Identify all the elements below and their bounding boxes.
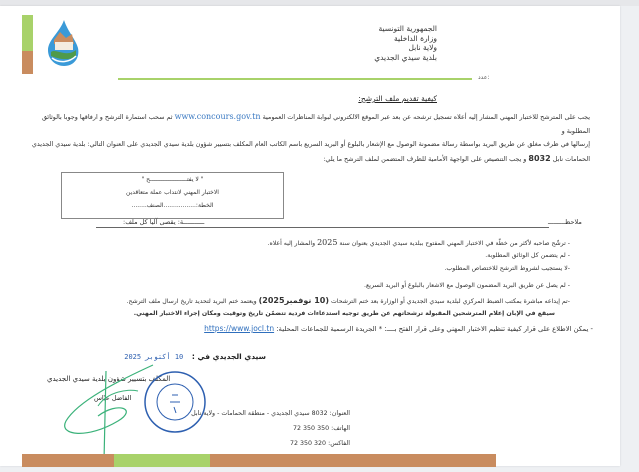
letterhead: [374, 24, 437, 62]
letterhead-line: وزارة الداخلية: [393, 33, 437, 43]
notification-text: سيقع في الإبان إعلام المترشحين المقبولة ترشحاتهم عن طريق توجيه استدعاءات فردية تتضمّن تاريخ وتوقيت ومكان إجراء الاختبار المهني.: [133, 310, 555, 317]
postal-code: 8032: [528, 153, 551, 163]
note-underline: [96, 227, 549, 228]
envelope-label-box: [61, 172, 284, 219]
note-subtitle: ـــــــــــة: يقصى آليا كل ملف:: [123, 218, 205, 226]
reference-number: عدد:: [478, 74, 490, 81]
intro-text: ثم سحب استمارة الترشح و ارفاقها وجوبا بالوثائق المطلوبة و: [41, 113, 590, 135]
rejection-item: - لم يصل عن طريق البريد المضمون الوصول مع الاشعار بالبلوغ أو البريد السريع.: [364, 282, 570, 289]
jocl-text: - يمكن الاطلاع على قرار كيفية تنظيم الاختبار المهني وعلى قرار الفتح بــــ: * الجريدة الرسمية للجماعات المحلية:: [276, 325, 593, 333]
letterhead-line: الجمهورية التونسية: [378, 24, 437, 33]
envelope-line: " لا يفتـــــــــــــــــــــح ": [141, 176, 204, 183]
intro-text: يجب على المترشح للاختبار المهني المشار إليه أعلاه تسجيل ترشحه عن بعد عبر الموقع الالكتروني لبوابة المناظرات العمومية: [262, 113, 590, 121]
deadline-item: [127, 296, 571, 305]
place-label: سيدي الجديدي في :: [191, 352, 266, 361]
green-stripe: [22, 15, 33, 51]
year: 2025: [317, 238, 338, 247]
intro-paragraph: [18, 110, 590, 166]
intro-line-1: [18, 110, 590, 138]
jocl-info: [204, 324, 593, 333]
letterhead-line: بلدية سيدي الجديدي: [374, 52, 437, 62]
rejection-text: - ترشّح صاحبه لأكثر من خطّة في الاختبار المهني المفتوح ببلدية سيدي الجديدي بعنوان سنة: [339, 240, 570, 247]
brown-stripe: [210, 454, 496, 467]
handwritten-signature-icon: [58, 361, 168, 466]
intro-text: و يجب التنصيص على الواجهة الأمامية للظرف المتضمن لملف الترشح ما يلي:: [323, 154, 527, 163]
document-page: [0, 6, 620, 466]
deadline-date: (10 نوفمبر2025): [258, 296, 330, 305]
envelope-line: الخطة:.................الصنف........: [131, 202, 214, 209]
section-title: كيفية تقديم ملف الترشح:: [358, 94, 437, 103]
rejection-item: - لم يتضمن كل الوثائق المطلوبة.: [485, 252, 570, 259]
municipality-logo-icon: [42, 18, 82, 70]
signature-date-line: [124, 352, 266, 361]
footer-fax: الفاكس: 320 350 72: [289, 440, 350, 447]
green-stripe: [114, 454, 210, 467]
intro-line-2: إرسالها في ظرف مغلق عن طريق البريد بواسطة رسالة مضمونة الوصول مع الإشعار بالبلوغ أو البريد السريع باسم الكاتب العام المكلف بتسيير شؤون بلدية سيدي الجديدي على العنوان التالي: بلدية سيدي الجديدي: [31, 140, 590, 148]
footer-address: العنوان: 8032 سيدي الجديدي - منطقة الحمامات - ولاية نابل: [191, 410, 350, 417]
note-label: ملاحظـــــــــ: [548, 218, 582, 226]
brown-stripe: [22, 51, 33, 74]
signatory-title: المكلف بتسيير شؤون بلدية سيدي الجديدي: [47, 375, 171, 383]
rejection-item: -لا يستجيب لشروط الترشح للاختصاص المطلوب.: [444, 265, 570, 272]
intro-line-3: [18, 152, 590, 167]
letterhead-line: ولاية نابل: [408, 43, 437, 52]
concours-link[interactable]: www.concours.gov.tn: [174, 112, 261, 121]
brown-stripe: [22, 454, 114, 467]
deadline-text: ويعتمد ختم البريد لتحديد تاريخ ارسال ملف الترشح.: [126, 298, 257, 305]
rejection-item: [268, 238, 571, 247]
deadline-text: -تم إيداعه مباشرة بمكتب الضبط المركزي لبلدية سيدي الجديدي أو الوزارة بعد ختم الترشحات: [330, 298, 570, 305]
header-divider: [118, 78, 472, 80]
decorative-vertical-bar: [22, 15, 33, 74]
envelope-line: الاختبار المهني لانتداب عملة متعاقدين: [126, 189, 219, 196]
footer-color-bar: [22, 454, 496, 467]
intro-text: الحمامات نابل: [552, 154, 590, 163]
rejection-text: والمشار إليه أعلاه.: [267, 240, 316, 247]
handwritten-date: 10 أكتوبر 2025: [124, 353, 184, 361]
signatory-name: الفاضل عيّاس: [94, 394, 132, 402]
jocl-link[interactable]: https://www.jocl.tn: [204, 324, 275, 333]
footer-phone: الهاتف: 350 350 72: [293, 425, 350, 432]
